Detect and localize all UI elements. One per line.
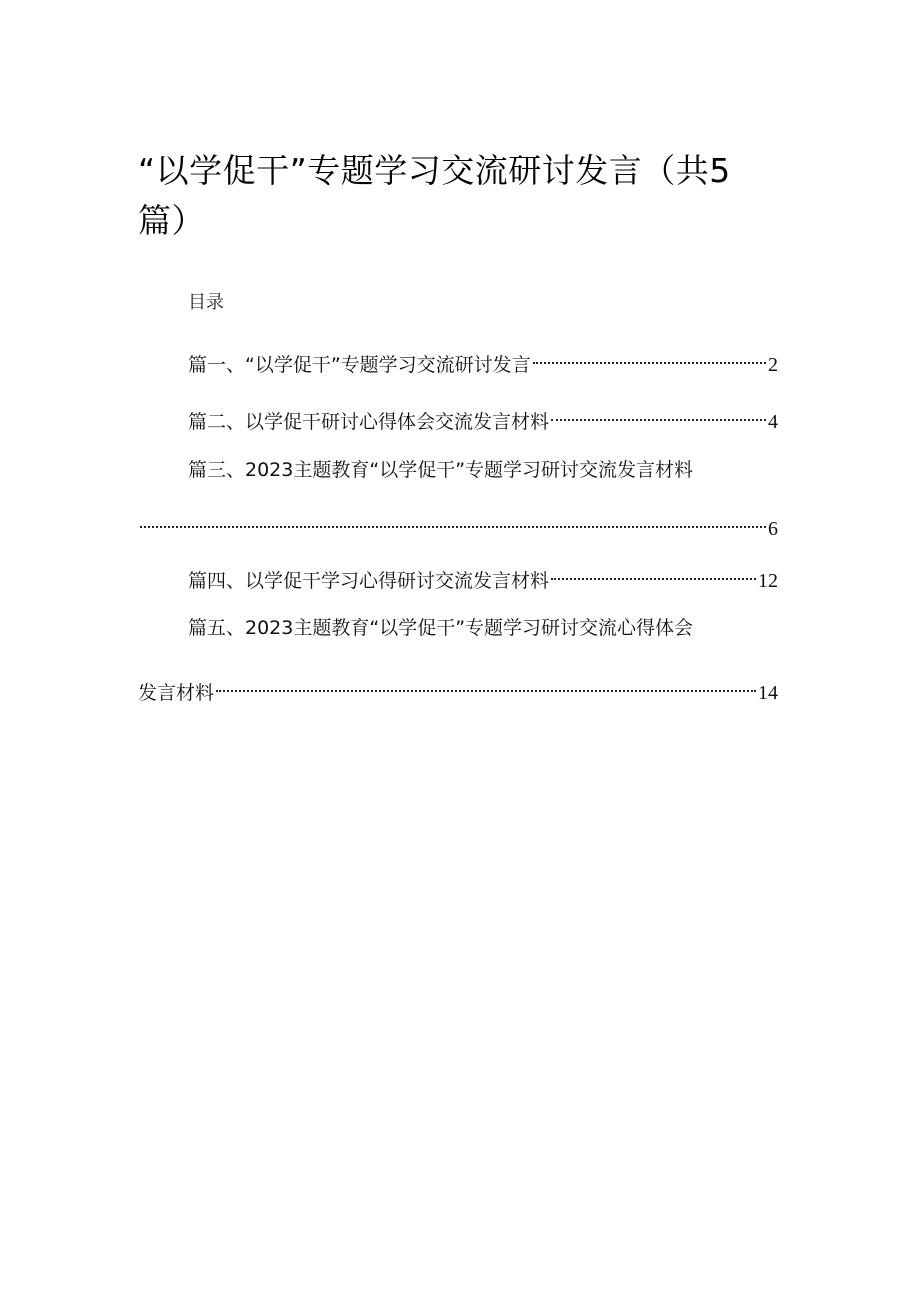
toc-page-number: 14: [758, 682, 778, 704]
toc-entry-label: 篇二、以学促干研讨心得体会交流发言材料: [188, 411, 550, 433]
toc-leader-dots: [551, 398, 766, 428]
toc-entry-2[interactable]: [188, 398, 778, 433]
document-title: “以学促干”专题学习交流研讨发言（共5篇）: [138, 151, 731, 240]
toc-heading: 目录: [188, 292, 224, 313]
toc-entry-5-line2[interactable]: [138, 669, 778, 704]
toc-leader-dots: [140, 505, 766, 535]
toc-page-number: 12: [758, 570, 778, 592]
toc-entry-label: 发言材料: [138, 682, 215, 704]
toc-page-number: 4: [768, 411, 778, 433]
toc-entry-1[interactable]: [188, 341, 778, 376]
toc-leader-dots: [533, 341, 766, 371]
toc-leader-dots: [551, 557, 756, 587]
toc-page-number: 2: [768, 354, 778, 376]
toc-entry-3-line1[interactable]: 篇三、2023主题教育“以学促干”专题学习研讨交流发言材料: [188, 459, 694, 481]
toc-entry-label: 篇四、以学促干学习心得研讨交流发言材料: [188, 570, 550, 592]
toc-entry-label: 篇一、“以学促干”专题学习交流研讨发言: [188, 354, 531, 376]
toc-page-number: 6: [768, 518, 778, 540]
toc-leader-dots: [216, 669, 756, 699]
toc-entry-3-line2[interactable]: [138, 505, 778, 540]
toc-entry-5-line1[interactable]: 篇五、2023主题教育“以学促干”专题学习研讨交流心得体会: [188, 617, 694, 639]
toc-entry-4[interactable]: [188, 557, 778, 592]
